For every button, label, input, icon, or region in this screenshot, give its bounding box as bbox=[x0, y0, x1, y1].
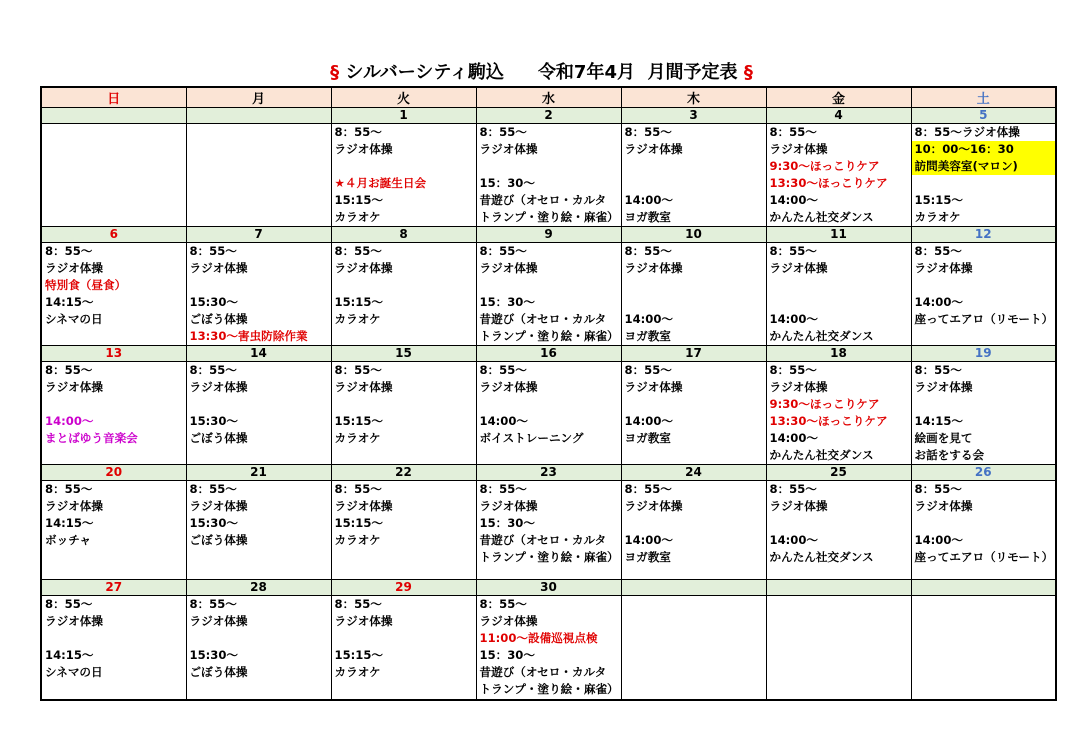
date-number: 17 bbox=[621, 346, 766, 362]
date-row bbox=[41, 108, 1056, 124]
event-line bbox=[622, 175, 766, 192]
event-line: 8：55～ bbox=[334, 363, 382, 377]
event-line: 14:00～ bbox=[769, 533, 818, 547]
event-line: 8：55～ bbox=[479, 363, 527, 377]
date-number: 15 bbox=[331, 346, 476, 362]
weekday-header-row bbox=[41, 87, 1056, 108]
event-line: ラジオ体操 bbox=[189, 261, 248, 275]
event-line bbox=[912, 396, 1056, 413]
schedule-row bbox=[41, 243, 1056, 346]
schedule-row bbox=[41, 481, 1056, 580]
event-line bbox=[332, 277, 476, 294]
date-number: 18 bbox=[766, 346, 911, 362]
date-number: 10 bbox=[621, 227, 766, 243]
event-line: 15：30～ bbox=[479, 516, 535, 530]
event-line: 14:00～ bbox=[479, 414, 528, 428]
event-line: ラジオ体操 bbox=[624, 142, 683, 156]
event-line: カラオケ bbox=[334, 431, 381, 445]
event-line: 8：55～ bbox=[189, 244, 237, 258]
event-line: ラジオ体操 bbox=[479, 261, 538, 275]
event-line: 訪問美容室(マロン) bbox=[912, 158, 1056, 175]
day-cell bbox=[186, 362, 331, 465]
event-line bbox=[622, 277, 766, 294]
event-line: 絵画を見て bbox=[914, 431, 973, 445]
event-line: 15：30～ bbox=[479, 648, 535, 662]
event-line bbox=[912, 175, 1056, 192]
date-number: 25 bbox=[766, 465, 911, 481]
event-line bbox=[622, 515, 766, 532]
event-line: 8：55～ bbox=[624, 363, 672, 377]
date-number: 1 bbox=[331, 108, 476, 124]
date-number: 19 bbox=[911, 346, 1056, 362]
event-line: 14:00～ bbox=[624, 193, 673, 207]
event-line: 14:00～ bbox=[624, 414, 673, 428]
event-line: 8：55～ bbox=[45, 482, 93, 496]
event-line bbox=[42, 396, 186, 413]
event-line: 座ってエアロ（リモート） bbox=[914, 550, 1054, 564]
date-number: 26 bbox=[911, 465, 1056, 481]
schedule-label: 月間予定表 bbox=[647, 62, 738, 83]
date-number: 23 bbox=[476, 465, 621, 481]
date-number: 8 bbox=[331, 227, 476, 243]
event-line: 15:30～ bbox=[189, 295, 238, 309]
event-line: ヨガ教室 bbox=[624, 431, 671, 445]
day-cell bbox=[41, 596, 186, 701]
event-line: まとばゆう音楽会 bbox=[45, 431, 138, 445]
event-line: ごぼう体操 bbox=[189, 431, 248, 445]
day-cell bbox=[331, 362, 476, 465]
section-mark-left: § bbox=[330, 62, 340, 83]
day-cell bbox=[766, 362, 911, 465]
day-cell bbox=[41, 124, 186, 227]
day-cell bbox=[621, 362, 766, 465]
event-line: ラジオ体操 bbox=[479, 380, 538, 394]
date-number: 21 bbox=[186, 465, 331, 481]
day-cell bbox=[911, 481, 1056, 580]
date-number: 6 bbox=[41, 227, 186, 243]
event-line: 座ってエアロ（リモート） bbox=[914, 312, 1054, 326]
schedule-row bbox=[41, 124, 1056, 227]
event-line: ラジオ体操 bbox=[624, 380, 683, 394]
event-line: ラジオ体操 bbox=[479, 614, 538, 628]
event-line: ラジオ体操 bbox=[189, 380, 248, 394]
event-line: 8：55～ bbox=[914, 482, 962, 496]
day-cell bbox=[911, 596, 1056, 701]
event-line: 8：55～ bbox=[189, 363, 237, 377]
event-line: カラオケ bbox=[914, 210, 961, 224]
event-line: 14:00～ bbox=[769, 431, 818, 445]
date-row bbox=[41, 227, 1056, 243]
event-line: 14:00～ bbox=[914, 533, 963, 547]
section-mark-right: § bbox=[743, 62, 753, 83]
event-line: 8：55～ bbox=[624, 244, 672, 258]
event-line: ラジオ体操 bbox=[334, 614, 393, 628]
event-line bbox=[622, 158, 766, 175]
event-line: かんたん社交ダンス bbox=[769, 329, 874, 343]
day-cell bbox=[41, 243, 186, 346]
day-cell bbox=[476, 481, 621, 580]
facility-name: シルバーシティ駒込 bbox=[345, 62, 504, 83]
date-number: 2 bbox=[476, 108, 621, 124]
event-line: 8：55～ラジオ体操 bbox=[914, 125, 1020, 139]
event-line: 8：55～ bbox=[914, 244, 962, 258]
event-line: ラジオ体操 bbox=[769, 499, 828, 513]
event-line: ラジオ体操 bbox=[769, 261, 828, 275]
event-line: ラジオ体操 bbox=[479, 499, 538, 513]
event-line: 8：55～ bbox=[45, 244, 93, 258]
event-line: 14:00～ bbox=[624, 533, 673, 547]
event-line bbox=[767, 294, 911, 311]
day-cell bbox=[331, 124, 476, 227]
month-label: 令和7年4月 bbox=[537, 62, 635, 83]
calendar-body bbox=[41, 108, 1056, 701]
event-line: 8：55～ bbox=[45, 363, 93, 377]
event-line: かんたん社交ダンス bbox=[769, 210, 874, 224]
date-number: 14 bbox=[186, 346, 331, 362]
event-line: ラジオ体操 bbox=[914, 261, 973, 275]
weekday-sat: 土 bbox=[911, 87, 1056, 108]
event-line: 昔遊び（オセロ・カルタ bbox=[479, 193, 607, 207]
event-line: 14:00～ bbox=[624, 312, 673, 326]
event-line bbox=[332, 630, 476, 647]
event-line: 15:15～ bbox=[334, 648, 383, 662]
event-line: ラジオ体操 bbox=[769, 380, 828, 394]
event-line: ラジオ体操 bbox=[45, 499, 103, 513]
event-line: 8：55～ bbox=[479, 244, 527, 258]
event-line bbox=[42, 630, 186, 647]
event-line: ボイストレーニング bbox=[479, 431, 584, 445]
date-row bbox=[41, 580, 1056, 596]
day-cell bbox=[621, 124, 766, 227]
event-line: ラジオ体操 bbox=[189, 614, 248, 628]
date-number bbox=[186, 108, 331, 124]
schedule-row bbox=[41, 596, 1056, 701]
event-line: 8：55～ bbox=[624, 482, 672, 496]
date-number: 9 bbox=[476, 227, 621, 243]
event-line bbox=[477, 158, 621, 175]
schedule-row bbox=[41, 362, 1056, 465]
date-row bbox=[41, 465, 1056, 481]
date-row bbox=[41, 346, 1056, 362]
event-line bbox=[912, 277, 1056, 294]
event-line: 13:30～ほっこりケア bbox=[769, 414, 888, 428]
day-cell bbox=[621, 481, 766, 580]
event-line: かんたん社交ダンス bbox=[769, 550, 874, 564]
date-number: 22 bbox=[331, 465, 476, 481]
event-line: 8：55～ bbox=[769, 482, 817, 496]
event-line: 8：55～ bbox=[769, 244, 817, 258]
event-line: 14:15～ bbox=[914, 414, 963, 428]
event-line: 8：55～ bbox=[479, 125, 527, 139]
event-line: ★４月お誕生日会 bbox=[334, 176, 427, 190]
weekday-thu: 木 bbox=[621, 87, 766, 108]
event-line: ラジオ体操 bbox=[479, 142, 538, 156]
event-line: 特別食（昼食） bbox=[45, 278, 127, 292]
weekday-sun: 日 bbox=[41, 87, 186, 108]
event-line: 14:15～ bbox=[45, 648, 94, 662]
date-number: 12 bbox=[911, 227, 1056, 243]
event-line: ラジオ体操 bbox=[45, 380, 103, 394]
event-line: ごぼう体操 bbox=[189, 533, 248, 547]
event-line: ヨガ教室 bbox=[624, 550, 671, 564]
date-number bbox=[621, 580, 766, 596]
day-cell bbox=[911, 243, 1056, 346]
day-cell bbox=[186, 481, 331, 580]
event-line: 10：00～16：30 bbox=[912, 141, 1056, 158]
event-line: ラジオ体操 bbox=[624, 261, 683, 275]
event-line bbox=[767, 515, 911, 532]
event-line: 14:00～ bbox=[769, 193, 818, 207]
day-cell bbox=[476, 124, 621, 227]
day-cell bbox=[911, 124, 1056, 227]
event-line: 8：55～ bbox=[334, 125, 382, 139]
event-line: 昔遊び（オセロ・カルタ bbox=[479, 533, 607, 547]
event-line: 14:00～ bbox=[914, 295, 963, 309]
event-line: 15:15～ bbox=[334, 516, 383, 530]
event-line: シネマの日 bbox=[45, 312, 103, 326]
event-line: 8：55～ bbox=[189, 482, 237, 496]
event-line: お話をする会 bbox=[914, 448, 985, 462]
date-number: 3 bbox=[621, 108, 766, 124]
event-line: カラオケ bbox=[334, 312, 381, 326]
event-line: 15:15～ bbox=[334, 193, 383, 207]
date-number bbox=[41, 108, 186, 124]
event-line: 15:30～ bbox=[189, 648, 238, 662]
date-number: 28 bbox=[186, 580, 331, 596]
event-line: トランプ・塗り絵・麻雀） bbox=[479, 682, 619, 696]
event-line bbox=[187, 630, 331, 647]
day-cell bbox=[766, 596, 911, 701]
event-line: 8：55～ bbox=[334, 597, 382, 611]
day-cell bbox=[766, 481, 911, 580]
event-line bbox=[767, 277, 911, 294]
event-line bbox=[912, 515, 1056, 532]
event-line: 14:00～ bbox=[769, 312, 818, 326]
event-line: かんたん社交ダンス bbox=[769, 448, 874, 462]
event-line: 8：55～ bbox=[914, 363, 962, 377]
event-line: ラジオ体操 bbox=[914, 499, 973, 513]
event-line: 昔遊び（オセロ・カルタ bbox=[479, 312, 607, 326]
day-cell bbox=[41, 481, 186, 580]
day-cell bbox=[186, 243, 331, 346]
event-line bbox=[332, 158, 476, 175]
event-line: 8：55～ bbox=[189, 597, 237, 611]
date-number: 11 bbox=[766, 227, 911, 243]
event-line: ヨガ教室 bbox=[624, 329, 671, 343]
day-cell bbox=[476, 243, 621, 346]
event-line: ラジオ体操 bbox=[914, 380, 973, 394]
event-line: 9:30～ほっこりケア bbox=[769, 397, 880, 411]
event-line: 15：30～ bbox=[479, 176, 535, 190]
date-number: 24 bbox=[621, 465, 766, 481]
event-line bbox=[477, 396, 621, 413]
date-number: 16 bbox=[476, 346, 621, 362]
event-line: 8：55～ bbox=[334, 244, 382, 258]
event-line: ラジオ体操 bbox=[334, 499, 393, 513]
date-number: 7 bbox=[186, 227, 331, 243]
page-title bbox=[0, 58, 1083, 84]
date-number: 29 bbox=[331, 580, 476, 596]
day-cell bbox=[186, 596, 331, 701]
event-line: 14:15～ bbox=[45, 295, 94, 309]
event-line bbox=[187, 277, 331, 294]
date-number: 5 bbox=[911, 108, 1056, 124]
day-cell bbox=[41, 362, 186, 465]
event-line: 15:15～ bbox=[334, 295, 383, 309]
date-number: 20 bbox=[41, 465, 186, 481]
event-line: 14:00～ bbox=[45, 414, 94, 428]
date-number bbox=[911, 580, 1056, 596]
event-line: 8：55～ bbox=[769, 125, 817, 139]
event-line: 14:15～ bbox=[45, 516, 94, 530]
event-line: 8：55～ bbox=[334, 482, 382, 496]
event-line: 9:30～ほっこりケア bbox=[769, 159, 880, 173]
weekday-mon: 月 bbox=[186, 87, 331, 108]
day-cell bbox=[476, 362, 621, 465]
day-cell bbox=[331, 481, 476, 580]
event-line: ラジオ体操 bbox=[45, 261, 103, 275]
event-line: ラジオ体操 bbox=[334, 261, 393, 275]
event-line: ごぼう体操 bbox=[189, 312, 248, 326]
day-cell bbox=[186, 124, 331, 227]
event-line: カラオケ bbox=[334, 533, 381, 547]
weekday-fri: 金 bbox=[766, 87, 911, 108]
event-line: ラジオ体操 bbox=[769, 142, 828, 156]
weekday-tue: 火 bbox=[331, 87, 476, 108]
event-line: トランプ・塗り絵・麻雀） bbox=[479, 210, 619, 224]
date-number bbox=[766, 580, 911, 596]
event-line: 8：55～ bbox=[45, 597, 93, 611]
event-line: ボッチャ bbox=[45, 533, 92, 547]
day-cell bbox=[766, 243, 911, 346]
event-line: カラオケ bbox=[334, 210, 381, 224]
event-line: 15:15～ bbox=[914, 193, 963, 207]
event-line: ラジオ体操 bbox=[334, 142, 393, 156]
event-line: 8：55～ bbox=[479, 482, 527, 496]
day-cell bbox=[766, 124, 911, 227]
date-number: 13 bbox=[41, 346, 186, 362]
event-line: ラジオ体操 bbox=[334, 380, 393, 394]
day-cell bbox=[621, 596, 766, 701]
event-line: 8：55～ bbox=[479, 597, 527, 611]
weekday-wed: 水 bbox=[476, 87, 621, 108]
event-line: ごぼう体操 bbox=[189, 665, 248, 679]
event-line: ラジオ体操 bbox=[624, 499, 683, 513]
day-cell bbox=[331, 243, 476, 346]
event-line: 8：55～ bbox=[624, 125, 672, 139]
event-line: トランプ・塗り絵・麻雀） bbox=[479, 550, 619, 564]
event-line: 15:30～ bbox=[189, 516, 238, 530]
event-line: 昔遊び（オセロ・カルタ bbox=[479, 665, 607, 679]
event-line: ラジオ体操 bbox=[45, 614, 103, 628]
event-line: カラオケ bbox=[334, 665, 381, 679]
event-line: シネマの日 bbox=[45, 665, 103, 679]
date-number: 27 bbox=[41, 580, 186, 596]
date-number: 30 bbox=[476, 580, 621, 596]
event-line: 11:00～設備巡視点検 bbox=[479, 631, 598, 645]
event-line: ヨガ教室 bbox=[624, 210, 671, 224]
event-line bbox=[332, 396, 476, 413]
day-cell bbox=[476, 596, 621, 701]
day-cell bbox=[331, 596, 476, 701]
event-line: 13:30～害虫防除作業 bbox=[189, 329, 308, 343]
day-cell bbox=[621, 243, 766, 346]
date-number: 4 bbox=[766, 108, 911, 124]
day-cell bbox=[911, 362, 1056, 465]
event-line: トランプ・塗り絵・麻雀） bbox=[479, 329, 619, 343]
event-line: 15:15～ bbox=[334, 414, 383, 428]
event-line: 8：55～ bbox=[769, 363, 817, 377]
monthly-calendar bbox=[40, 86, 1057, 701]
event-line bbox=[477, 277, 621, 294]
event-line bbox=[187, 396, 331, 413]
event-line bbox=[622, 396, 766, 413]
event-line: 13:30～ほっこりケア bbox=[769, 176, 888, 190]
event-line bbox=[622, 294, 766, 311]
event-line: 15:30～ bbox=[189, 414, 238, 428]
event-line: 15：30～ bbox=[479, 295, 535, 309]
event-line: ラジオ体操 bbox=[189, 499, 248, 513]
